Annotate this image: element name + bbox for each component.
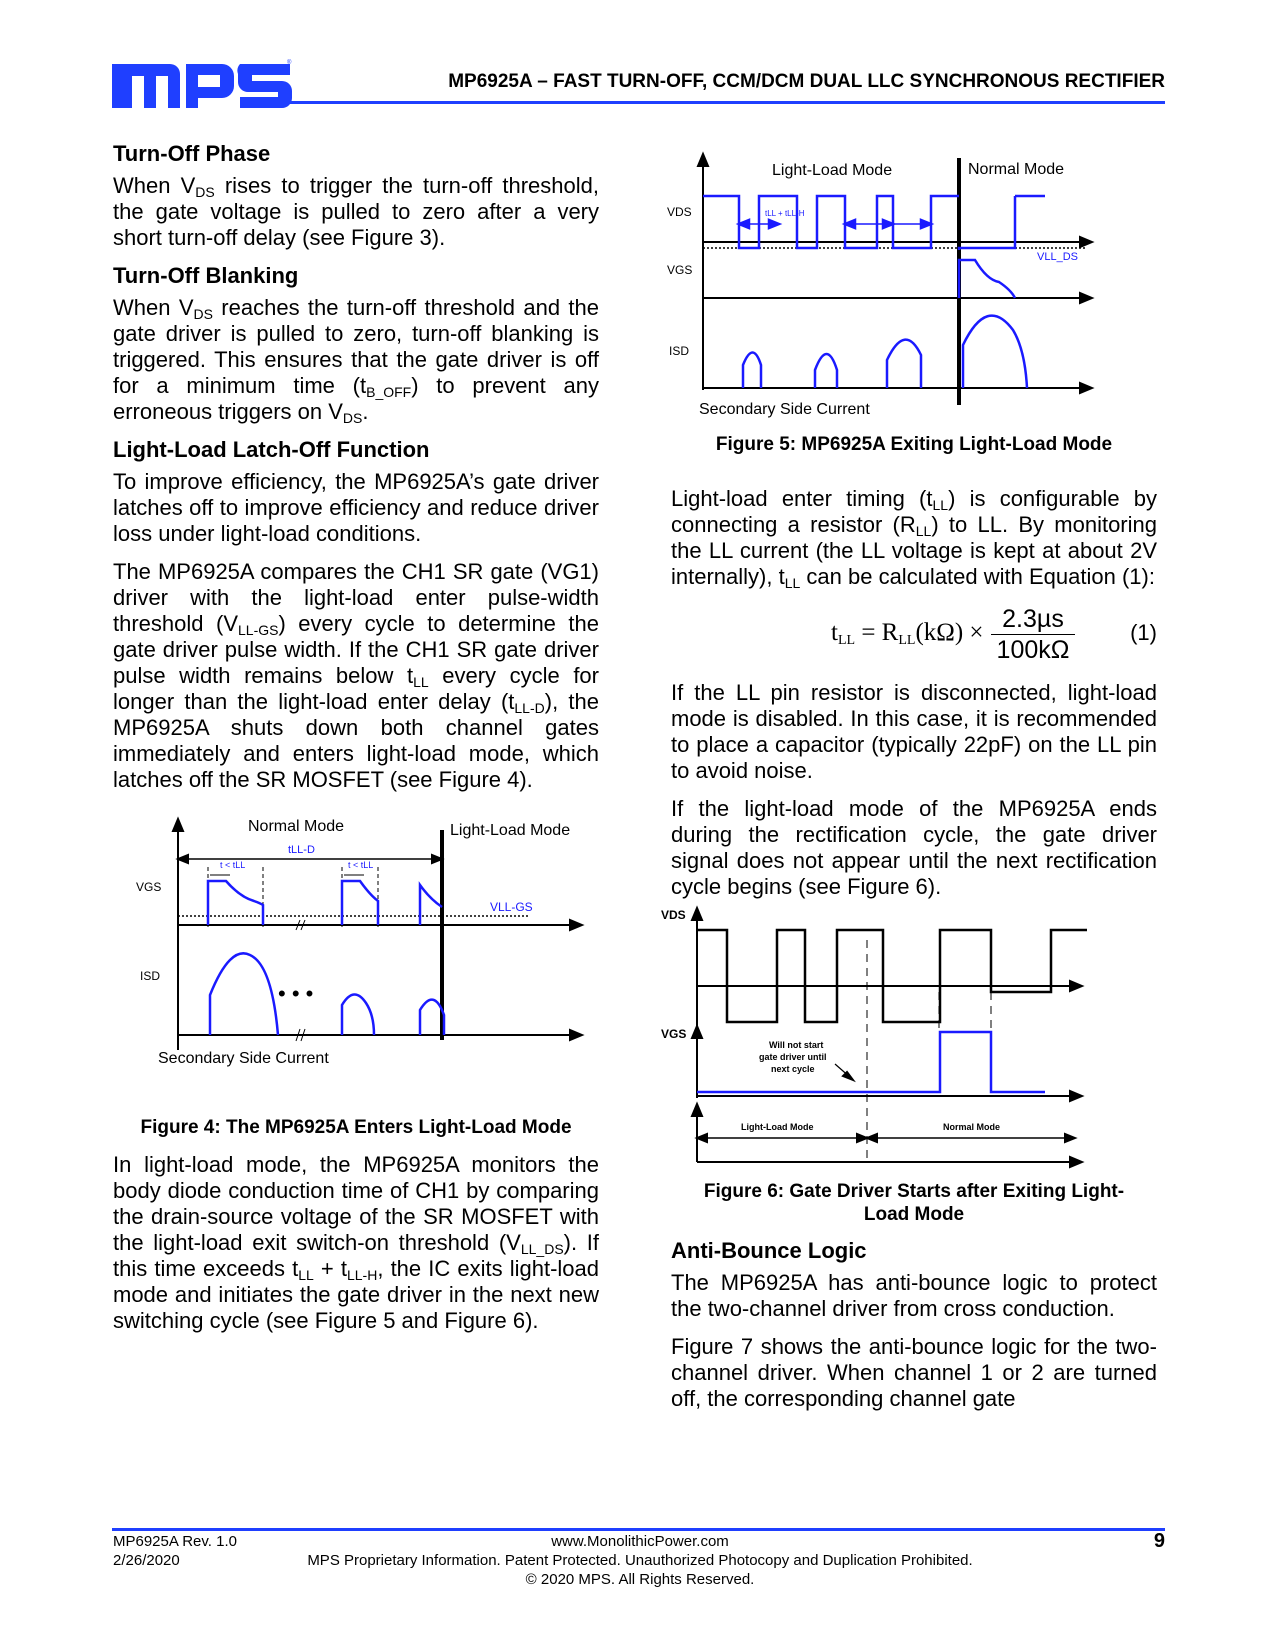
fig5-light-load-mode-label: Light-Load Mode: [772, 162, 893, 179]
fig4-vgs-label: VGS: [136, 880, 162, 894]
anti-bounce-paragraph-1: The MP6925A has anti-bounce logic to protect the two-channel driver from cross conduction.: [671, 1270, 1157, 1321]
figure-6-diagram: [655, 900, 1125, 1170]
right-column-bottom: [671, 1238, 1157, 1424]
fig4-t-lt-tll-label-1: t < tLL: [220, 860, 246, 870]
section-title-light-load-latch-off: Light-Load Latch-Off Function: [113, 437, 430, 462]
fig6-normal-mode-label: Normal Mode: [943, 1122, 1001, 1132]
mps-logo: [112, 56, 294, 108]
equation-1: [671, 604, 1157, 666]
fig5-vll-ds-label: VLL_DS: [1037, 251, 1078, 263]
left-column: [113, 141, 599, 805]
light-load-paragraph-1: To improve efficiency, the MP6925A’s gate driver latches off to improve efficiency and reduce driver loss under light-load conditions.: [113, 469, 599, 546]
left-column-bottom: [113, 1152, 599, 1346]
fig4-ellipsis: • • •: [278, 981, 314, 1006]
light-load-paragraph-2: The MP6925A compares the CH1 SR gate (VG1) driver with the light-load enter pulse-width threshold $(V_{LL-GS})$ every cycle to determine the gate driver pulse width. If the CH1 SR gate driver pulse width remains below $t_{LL}$ every cycle for longer than the light-load enter delay $(t_{LL-D})$, the MP6925A shuts down both channel gates immediately and enters light-load mode, which latches off the SR MOSFET (see Figure 4).: [113, 559, 599, 792]
footer-notice: MPS Proprietary Information. Patent Protected. Unauthorized Photocopy and Duplication Prohibited.: [307, 1552, 973, 1569]
header-rule: [290, 101, 1165, 104]
equation-fraction: [991, 606, 1075, 663]
fig4-light-load-mode-label: Light-Load Mode: [450, 822, 571, 839]
turn-off-phase-paragraph: When $V_{DS}$ rises to trigger the turn-off threshold, the gate voltage is pulled to zero after a very short turn-off delay (see Figure 3).: [113, 173, 600, 250]
figure-5-diagram: [665, 150, 1135, 425]
footer-rev: MP6925A Rev. 1.0: [113, 1533, 237, 1550]
light-load-paragraph-3: In light-load mode, the MP6925A monitors the body diode conduction time of CH1 by comparing the drain-source voltage of the SR MOSFET with the light-load exit switch-on threshold $(V_{LL\_DS})$. If this time exceeds $t_{LL} + t_{LL-H}$, the IC exits light-load mode and initiates the gate driver in the next new switching cycle (see Figure 5 and Figure 6).: [113, 1152, 600, 1333]
fig5-vgs-label: VGS: [667, 263, 693, 277]
ll-disconnected-paragraph: If the LL pin resistor is disconnected, light-load mode is disabled. In this case, it is recommended to place a capacitor (typically 22pF) on the LL pin to avoid noise.: [671, 680, 1157, 783]
footer-url: www.MonolithicPower.com: [551, 1533, 729, 1550]
turn-off-blanking-paragraph: When $V_{DS}$ reaches the turn-off threshold and the gate driver is pulled to zero, turn-off blanking is triggered. This ensures that the gate driver is off for a minimum time $(t_{B\_OFF})$ to prevent any erroneous triggers on $V_{DS}$.: [113, 295, 599, 426]
fig4-t-lt-tll-label-2: t < tLL: [348, 860, 374, 870]
fig6-note-line-3: next cycle: [771, 1064, 815, 1074]
fig5-vds-label: VDS: [667, 205, 692, 219]
equation-numerator: 2.3µs: [991, 606, 1075, 635]
fig5-normal-mode-label: Normal Mode: [968, 161, 1065, 178]
footer-copyright: © 2020 MPS. All Rights Reserved.: [525, 1571, 755, 1588]
equation-lhs: $t_{LL} = R_{LL}(k\Omega)$ ×: [831, 619, 984, 648]
figure-5-caption: Figure 5: MP6925A Exiting Light-Load Mode: [715, 434, 1113, 455]
fig4-isd-label: ISD: [140, 969, 161, 983]
anti-bounce-paragraph-2: Figure 7 shows the anti-bounce logic for the two-channel driver. When channel 1 or 2 are turned off, the corresponding channel gate: [671, 1334, 1157, 1411]
equation-number: (1): [1130, 620, 1157, 645]
fig6-vgs-label: VGS: [661, 1027, 687, 1041]
fig6-light-load-mode-label: Light-Load Mode: [741, 1122, 814, 1132]
equation-denominator: 100kΩ: [996, 636, 1070, 664]
footer-date: 2/26/2020: [113, 1552, 180, 1569]
fig4-normal-mode-label: Normal Mode: [248, 818, 345, 835]
figure-4-caption: Figure 4: The MP6925A Enters Light-Load Mode: [140, 1117, 572, 1138]
section-title-turn-off-blanking: Turn-Off Blanking: [113, 263, 299, 288]
figure-6-caption: Figure 6: Gate Driver Starts after Exiting Light- Load Mode: [703, 1181, 1125, 1225]
fig6-note-line-2: gate driver until: [759, 1052, 827, 1062]
fig6-vds-label: VDS: [661, 908, 686, 922]
fig5-secondary-label: Secondary Side Current: [699, 401, 870, 418]
fig4-vll-gs-label: VLL-GS: [490, 900, 533, 914]
ll-timing-paragraph: Light-load enter timing $(t_{LL})$ is configurable by connecting a resistor $(R_{LL})$ to LL. By monitoring the LL current (the LL voltage is kept at about 2V internally), $t_{LL}$ can be calculated with Equation (1):: [671, 486, 1157, 591]
page-number: 9: [1153, 1530, 1165, 1552]
section-title-turn-off-phase: Turn-Off Phase: [113, 141, 271, 166]
fig5-tll-tllh-label: tLL + tLL-H: [765, 209, 805, 218]
fig4-tll-d-label: tLL-D: [288, 844, 315, 856]
right-column: [671, 486, 1157, 912]
header-title: MP6925A – FAST TURN-OFF, CCM/DCM DUAL LLC SYNCHRONOUS RECTIFIER: [448, 71, 1165, 92]
fig6-note-line-1: Will not start: [769, 1040, 824, 1050]
ll-ends-paragraph: If the light-load mode of the MP6925A ends during the rectification cycle, the gate driver signal does not appear until the next rectification cycle begins (see Figure 6).: [671, 796, 1157, 899]
svg-text:®: ®: [287, 60, 292, 66]
section-title-anti-bounce: Anti-Bounce Logic: [671, 1238, 867, 1263]
fig5-isd-label: ISD: [669, 344, 690, 358]
fig4-secondary-label: Secondary Side Current: [158, 1050, 329, 1067]
footer-rule: [112, 1528, 1165, 1531]
figure-4-diagram: [130, 815, 610, 1115]
